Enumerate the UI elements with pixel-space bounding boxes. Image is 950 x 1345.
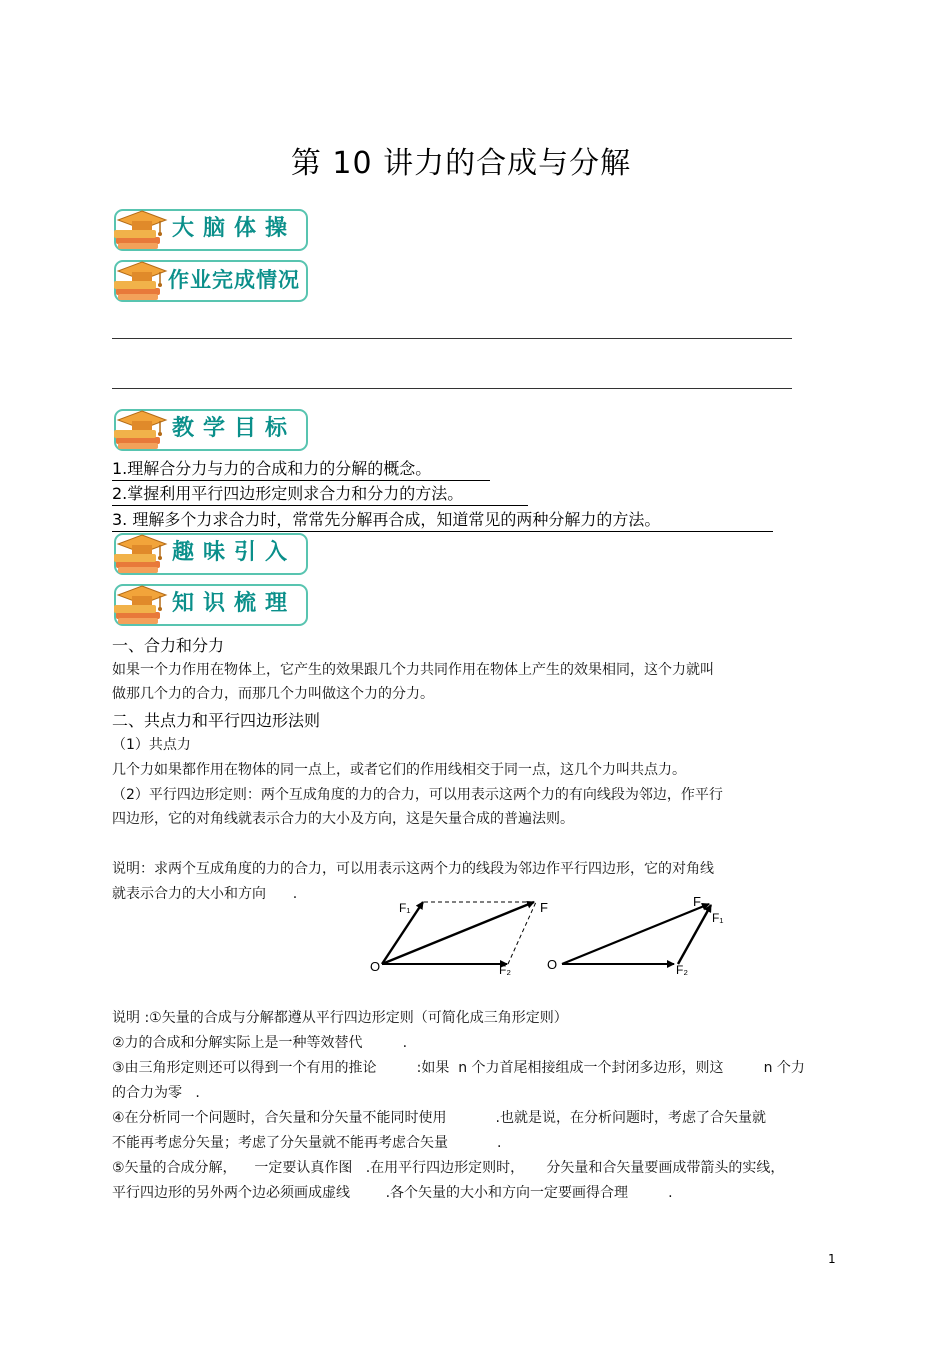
page-number: 1 bbox=[828, 1252, 836, 1266]
banner-knowledge-review bbox=[112, 582, 308, 626]
paragraph-line: 做那几个力的合力，而那几个力叫做这个力的分力。 bbox=[112, 686, 434, 702]
banner-label: 作业完成情况 bbox=[168, 268, 300, 292]
label-f: F bbox=[540, 900, 548, 915]
paragraph-line: 说明：求两个互成角度的力的合力，可以用表示这两个力的线段为邻边作平行四边形，它的对角线 bbox=[112, 861, 714, 877]
banner-teaching-goals bbox=[112, 407, 308, 451]
graduation-books-icon bbox=[112, 582, 172, 628]
paragraph-line: 如果一个力作用在物体上，它产生的效果跟几个力共同作用在物体上产生的效果相同，这个力就叫 bbox=[112, 662, 714, 678]
graduation-books-icon bbox=[112, 407, 172, 453]
goal-item bbox=[112, 459, 431, 479]
parallelogram-diagram bbox=[370, 900, 548, 977]
banner-label: 知识梳理 bbox=[172, 591, 297, 616]
page-title: 第 10 讲力的合成与分解 bbox=[290, 146, 632, 181]
triangle-diagram bbox=[547, 894, 723, 977]
blank-answer-line bbox=[112, 338, 792, 339]
banner-fun-intro bbox=[112, 531, 308, 575]
vector-f-resultant bbox=[562, 904, 709, 964]
note-line: ②力的合成和分解实际上是一种等效替代 . bbox=[112, 1035, 408, 1051]
paragraph-line: 就表示合力的大小和方向 . bbox=[112, 886, 298, 902]
note-line: ④在分析同一个问题时，合矢量和分矢量不能同时使用 .也就是说，在分析问题时，考虑了合矢量就 bbox=[112, 1110, 766, 1126]
force-vector-diagram bbox=[360, 890, 740, 980]
banner-label: 大脑体操 bbox=[172, 216, 297, 241]
label-f: F bbox=[693, 894, 701, 909]
label-f2: F₂ bbox=[499, 963, 511, 977]
label-f2: F₂ bbox=[676, 963, 688, 977]
note-line: 平行四边形的另外两个边必须画成虚线 .各个矢量的大小和方向一定要画得合理 . bbox=[112, 1185, 673, 1201]
note-line: ③由三角形定则还可以得到一个有用的推论 :如果 n 个力首尾相接组成一个封闭多边形，则这 n 个力 bbox=[112, 1060, 805, 1076]
label-o: O bbox=[370, 959, 381, 974]
goal-text: 1.理解合分力与力的合成和力的分解的概念。 bbox=[112, 459, 432, 478]
label-o: O bbox=[547, 957, 558, 972]
banner-label: 教学目标 bbox=[172, 416, 297, 441]
note-line: ⑤矢量的合成分解， 一定要认真作图 .在用平行四边形定则时， 分矢量和合矢量要画成带箭头的实线， bbox=[112, 1160, 785, 1176]
paragraph-line: 几个力如果都作用在物体的同一点上，或者它们的作用线相交于同一点，这几个力叫共点力。 bbox=[112, 762, 686, 778]
paragraph-line: （1）共点力 bbox=[112, 737, 191, 753]
banner-homework-status bbox=[112, 258, 308, 302]
banner-label: 趣味引入 bbox=[172, 540, 297, 565]
goal-text: 2.掌握利用平行四边形定则求合力和分力的方法。 bbox=[112, 484, 464, 503]
label-f1: F₁ bbox=[399, 901, 411, 915]
goal-text: 3. 理解多个力求合力时，常常先分解再合成，知道常见的两种分解力的方法。 bbox=[112, 510, 661, 529]
goal-item bbox=[112, 484, 463, 504]
blank-answer-line bbox=[112, 388, 792, 389]
graduation-books-icon bbox=[112, 207, 172, 253]
goal-underline bbox=[112, 505, 528, 506]
paragraph-line: 四边形，它的对角线就表示合力的大小及方向，这是矢量合成的普遍法则。 bbox=[112, 811, 574, 827]
section-heading: 二、共点力和平行四边形法则 bbox=[112, 711, 321, 730]
goal-underline bbox=[112, 480, 490, 481]
note-line: 说明 :①矢量的合成与分解都遵从平行四边形定则（可简化成三角形定则） bbox=[112, 1010, 568, 1026]
section-heading: 一、合力和分力 bbox=[112, 636, 225, 655]
graduation-books-icon bbox=[112, 531, 172, 577]
banner-brain-exercise bbox=[112, 207, 308, 251]
note-line: 不能再考虑分矢量；考虑了分矢量就不能再考虑合矢量 . bbox=[112, 1135, 502, 1151]
note-line: 的合力为零 . bbox=[112, 1085, 200, 1101]
goal-item bbox=[112, 510, 660, 530]
label-f1: F₁ bbox=[712, 911, 724, 925]
graduation-books-icon bbox=[112, 258, 172, 304]
paragraph-line: （2）平行四边形定则：两个互成角度的力的合力，可以用表示这两个力的有向线段为邻边，作平行 bbox=[112, 787, 723, 803]
